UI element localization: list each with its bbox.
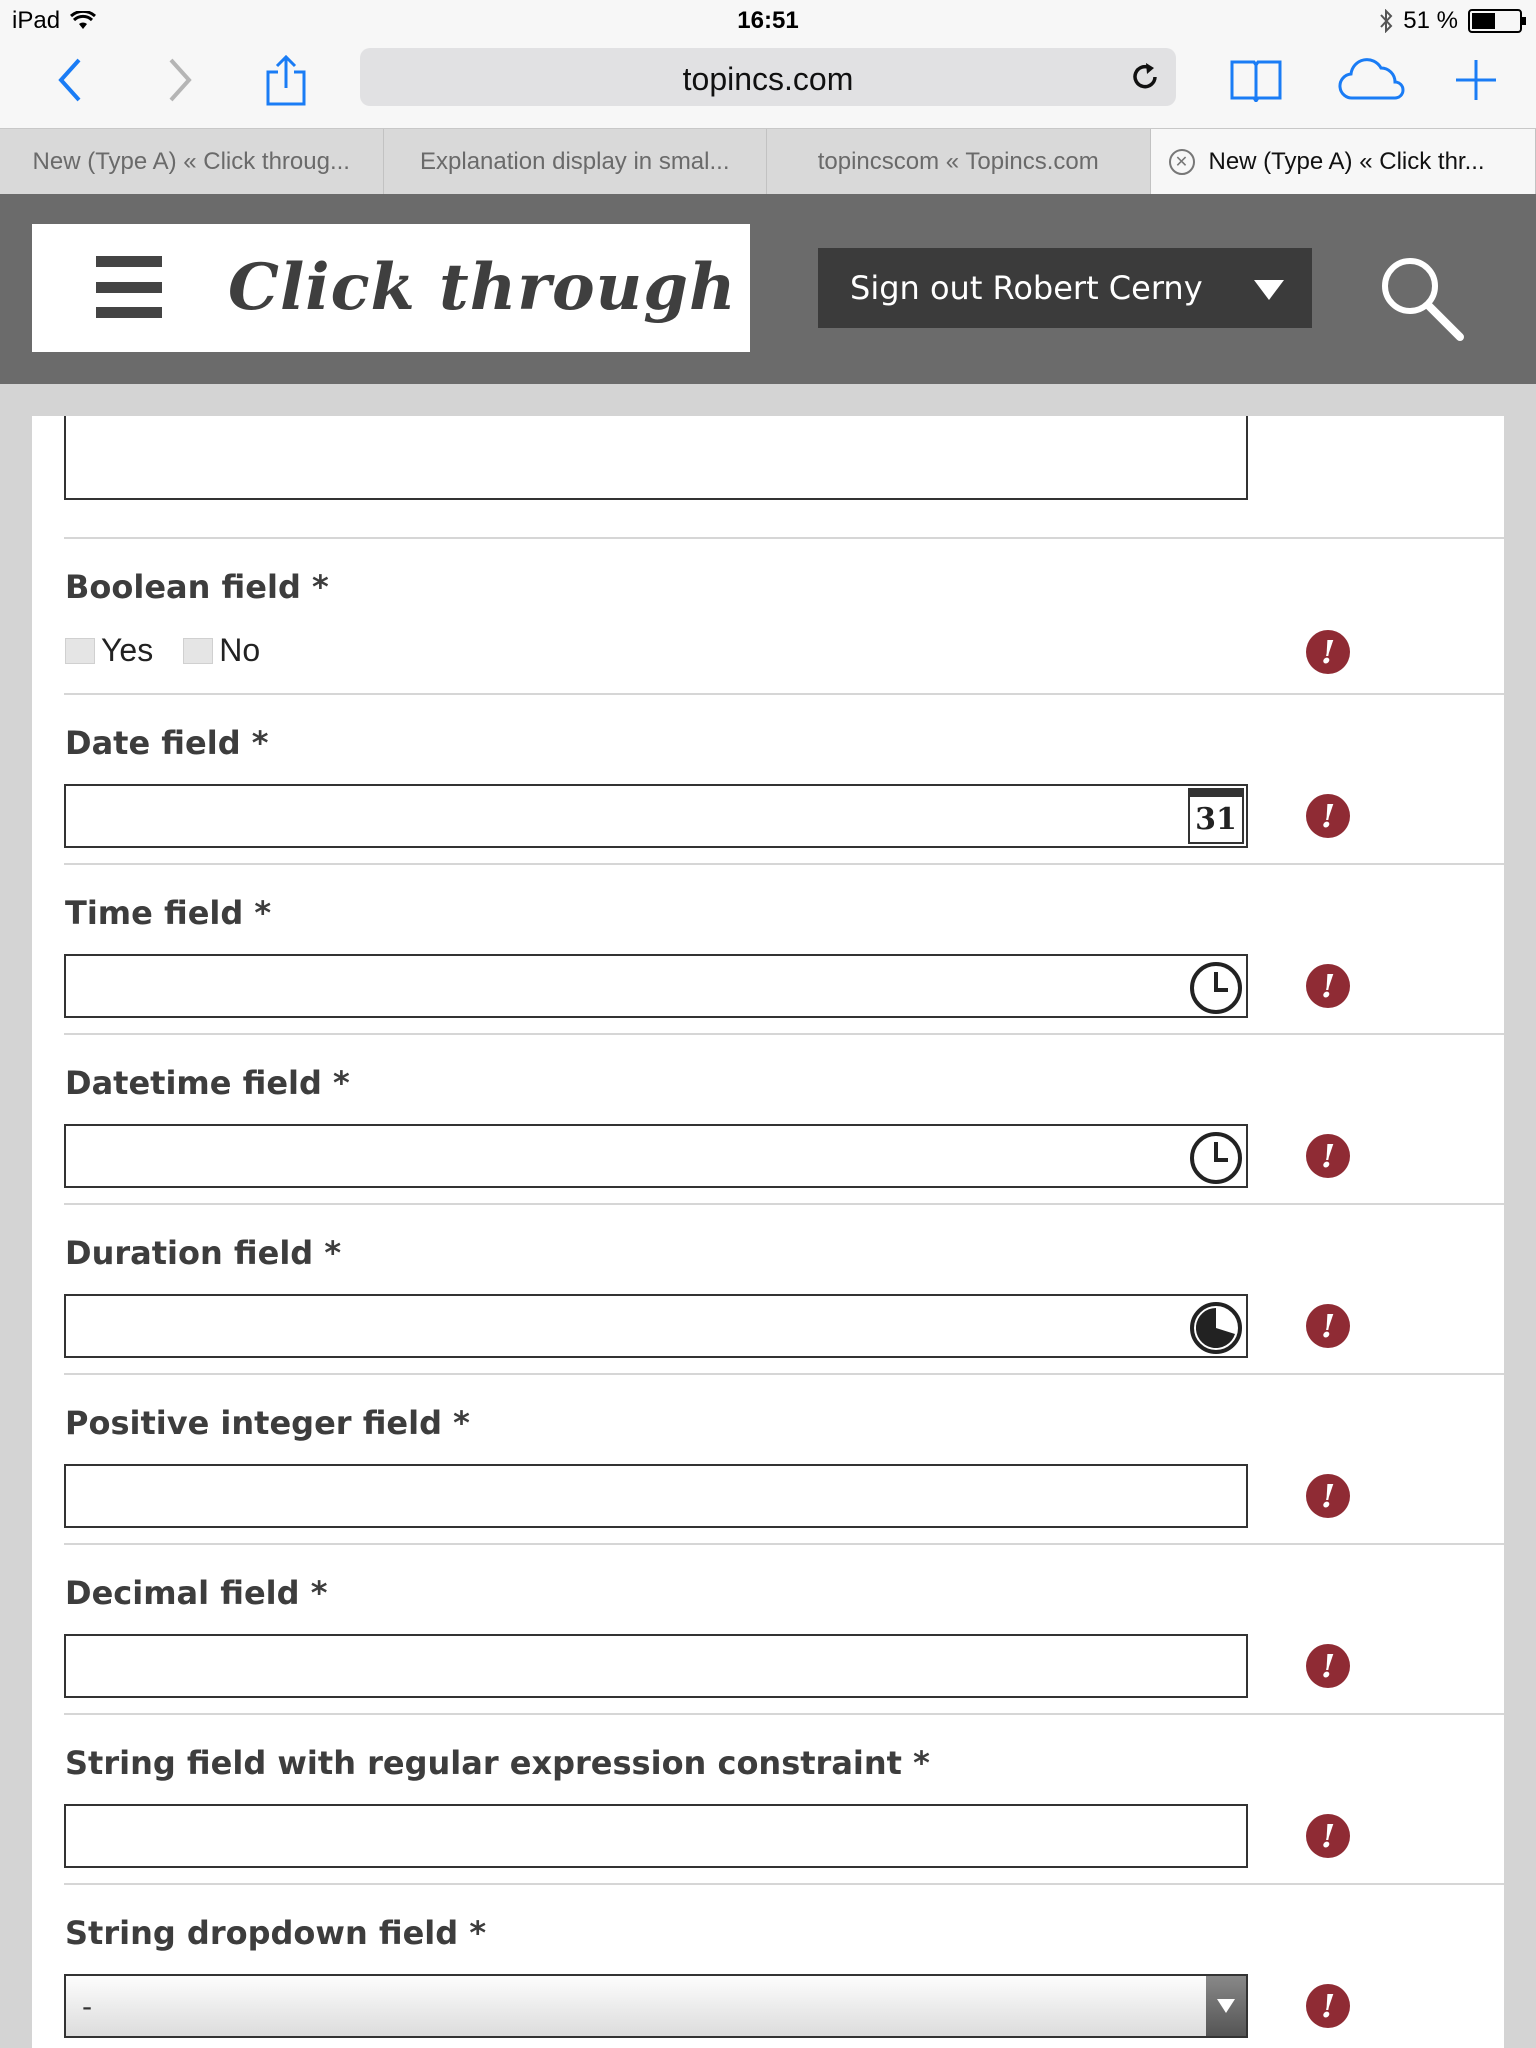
brand-box xyxy=(32,224,750,352)
time-input[interactable] xyxy=(64,954,1248,1018)
plus-icon xyxy=(1454,58,1498,102)
url-text: topincs.com xyxy=(682,61,854,97)
forward-button[interactable] xyxy=(150,50,210,110)
error-icon[interactable]: ! xyxy=(1306,1984,1350,2028)
divider xyxy=(64,537,1504,539)
form-panel xyxy=(32,416,1504,2048)
tab-4-active[interactable] xyxy=(1151,129,1536,194)
new-tab-button[interactable] xyxy=(1446,50,1506,110)
decimal-input[interactable] xyxy=(64,1634,1248,1698)
search-icon[interactable] xyxy=(1372,250,1468,346)
boolean-options xyxy=(65,632,290,669)
tab-strip xyxy=(0,128,1536,194)
error-icon[interactable]: ! xyxy=(1306,1134,1350,1178)
share-icon xyxy=(264,54,308,106)
back-button[interactable] xyxy=(40,50,100,110)
battery-percent: 51 % xyxy=(1403,7,1458,34)
tab-3[interactable]: topincscom « Topincs.com xyxy=(767,129,1151,194)
calendar-icon[interactable]: 31 xyxy=(1188,788,1244,844)
divider xyxy=(64,1203,1504,1205)
dropdown-field-label: String dropdown field * xyxy=(65,1914,487,1952)
no-checkbox[interactable] xyxy=(183,638,213,664)
decimal-field-label: Decimal field * xyxy=(65,1574,328,1612)
address-bar[interactable] xyxy=(360,48,1176,106)
duration-icon[interactable] xyxy=(1188,1300,1244,1356)
divider xyxy=(64,1883,1504,1885)
no-option[interactable] xyxy=(183,632,260,669)
chevron-left-icon xyxy=(55,57,85,103)
yes-option[interactable] xyxy=(65,632,153,669)
error-icon[interactable]: ! xyxy=(1306,1474,1350,1518)
date-input[interactable] xyxy=(64,784,1248,848)
dropdown-selected-value: - xyxy=(82,1990,93,2023)
regex-string-field-label: String field with regular expression constraint * xyxy=(65,1744,930,1782)
boolean-field-label: Boolean field * xyxy=(65,568,329,606)
clock-icon[interactable] xyxy=(1188,1130,1244,1186)
icloud-tabs-button[interactable] xyxy=(1336,50,1408,110)
yes-checkbox[interactable] xyxy=(65,638,95,664)
clock: 16:51 xyxy=(737,7,799,34)
error-icon[interactable]: ! xyxy=(1306,794,1350,838)
browser-toolbar xyxy=(0,42,1536,128)
status-bar xyxy=(0,0,1536,42)
no-label: No xyxy=(219,632,261,668)
site-title[interactable]: Click through xyxy=(228,250,737,325)
divider xyxy=(64,863,1504,865)
positive-integer-field-label: Positive integer field * xyxy=(65,1404,470,1442)
signout-label: Sign out Robert Cerny xyxy=(850,269,1203,307)
hamburger-menu-icon[interactable] xyxy=(96,256,162,318)
site-header xyxy=(0,194,1536,384)
tab-4-label: New (Type A) « Click thr... xyxy=(1208,147,1485,175)
clock-icon[interactable] xyxy=(1188,960,1244,1016)
tab-1[interactable]: New (Type A) « Click throug... xyxy=(0,129,384,194)
duration-input[interactable] xyxy=(64,1294,1248,1358)
tab-2[interactable]: Explanation display in smal... xyxy=(384,129,768,194)
date-field-label: Date field * xyxy=(65,724,269,762)
yes-label: Yes xyxy=(101,632,154,668)
time-field-label: Time field * xyxy=(65,894,272,932)
battery-icon xyxy=(1468,9,1522,33)
divider xyxy=(64,1543,1504,1545)
bookmarks-button[interactable] xyxy=(1226,50,1286,110)
chevron-right-icon xyxy=(165,57,195,103)
divider xyxy=(64,1373,1504,1375)
regex-string-input[interactable] xyxy=(64,1804,1248,1868)
cloud-icon xyxy=(1337,58,1407,102)
error-icon[interactable]: ! xyxy=(1306,964,1350,1008)
bluetooth-icon xyxy=(1379,9,1393,33)
close-tab-icon[interactable]: ✕ xyxy=(1169,149,1195,175)
divider xyxy=(64,1033,1504,1035)
error-icon[interactable]: ! xyxy=(1306,1304,1350,1348)
error-icon[interactable]: ! xyxy=(1306,1814,1350,1858)
divider xyxy=(64,693,1504,695)
book-icon xyxy=(1229,58,1283,102)
duration-field-label: Duration field * xyxy=(65,1234,342,1272)
error-icon[interactable]: ! xyxy=(1306,630,1350,674)
datetime-input[interactable] xyxy=(64,1124,1248,1188)
multiline-string-input[interactable] xyxy=(64,416,1248,500)
dropdown-arrow-icon[interactable] xyxy=(1206,1976,1246,2036)
signout-dropdown[interactable] xyxy=(818,248,1312,328)
divider xyxy=(64,1713,1504,1715)
string-dropdown-select[interactable] xyxy=(64,1974,1248,2038)
error-icon[interactable]: ! xyxy=(1306,1644,1350,1688)
share-button[interactable] xyxy=(256,50,316,110)
reload-icon[interactable] xyxy=(1128,60,1162,94)
device-label: iPad xyxy=(12,7,61,34)
caret-down-icon xyxy=(1254,280,1284,300)
datetime-field-label: Datetime field * xyxy=(65,1064,350,1102)
positive-integer-input[interactable] xyxy=(64,1464,1248,1528)
